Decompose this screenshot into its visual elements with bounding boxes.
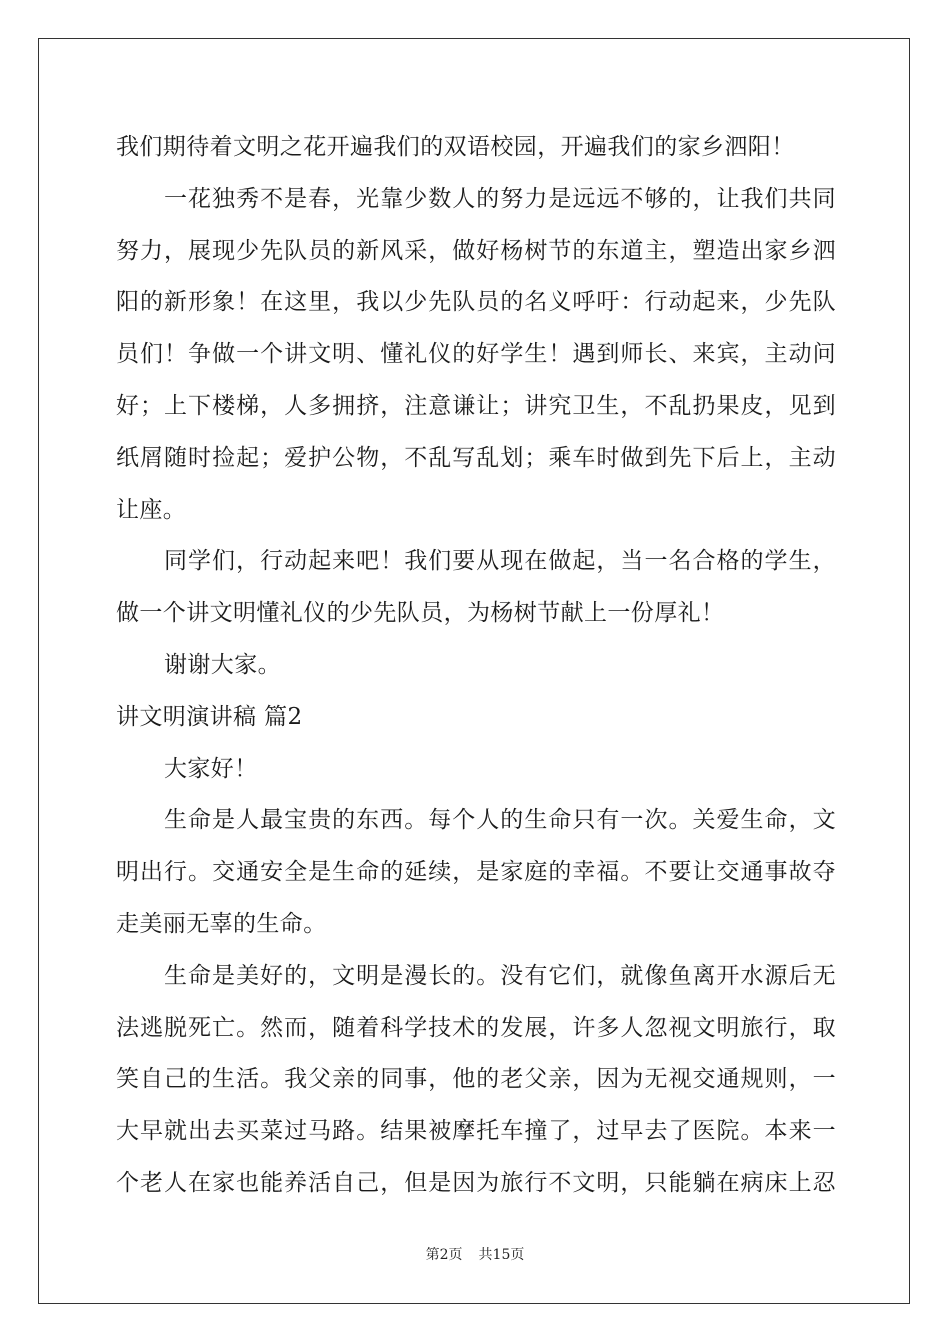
text-line: 纸屑随时捡起；爱护公物，不乱写乱划；乘车时做到先下后上，主动 [116,444,836,471]
text-line: 好；上下楼梯，人多拥挤，注意谦让；讲究卫生，不乱扔果皮，见到 [116,392,836,419]
text-line: 明出行。交通安全是生命的延续，是家庭的幸福。不要让交通事故夺 [116,859,836,886]
text-line: 阳的新形象！在这里，我以少先队员的名义呼吁：行动起来，少先队 [116,289,836,316]
text-line: 员们！争做一个讲文明、懂礼仪的好学生！遇到师长、来宾，主动问 [116,341,836,368]
text-line: 努力，展现少先队员的新风采，做好杨树节的东道主，塑造出家乡泗 [116,237,836,264]
text-line: 大家好！ [164,755,258,782]
text-line: 生命是美好的，文明是漫长的。没有它们，就像鱼离开水源后无 [164,962,836,989]
text-line: 谢谢大家。 [164,651,281,678]
text-line: 我们期待着文明之花开遍我们的双语校园，开遍我们的家乡泗阳！ [116,134,795,160]
text-line: 做一个讲文明懂礼仪的少先队员，为杨树节献上一份厚礼！ [116,600,725,627]
text-line: 一花独秀不是春，光靠少数人的努力是远远不够的，让我们共同 [164,185,836,212]
text-line: 走美丽无辜的生命。 [116,910,327,937]
document-body [116,122,836,1210]
page-footer [0,1244,950,1264]
text-line: 笑自己的生活。我父亲的同事，他的老父亲，因为无视交通规则，一 [116,1066,836,1093]
text-line: 大早就出去买菜过马路。结果被摩托车撞了，过早去了医院。本来一 [116,1118,836,1145]
text-line: 法逃脱死亡。然而，随着科学技术的发展，许多人忽视文明旅行，取 [116,1014,836,1041]
page-total: 共15页 [478,1247,525,1263]
text-line: 同学们，行动起来吧！我们要从现在做起，当一名合格的学生， [164,548,836,575]
text-line: 让座。 [116,496,187,523]
page-number: 第2页 [425,1247,463,1263]
text-line: 讲文明演讲稿 篇2 [116,703,303,730]
text-line: 生命是人最宝贵的东西。每个人的生命只有一次。关爱生命，文 [164,807,836,834]
text-line: 个老人在家也能养活自己，但是因为旅行不文明，只能躺在病床上忍 [116,1169,836,1196]
